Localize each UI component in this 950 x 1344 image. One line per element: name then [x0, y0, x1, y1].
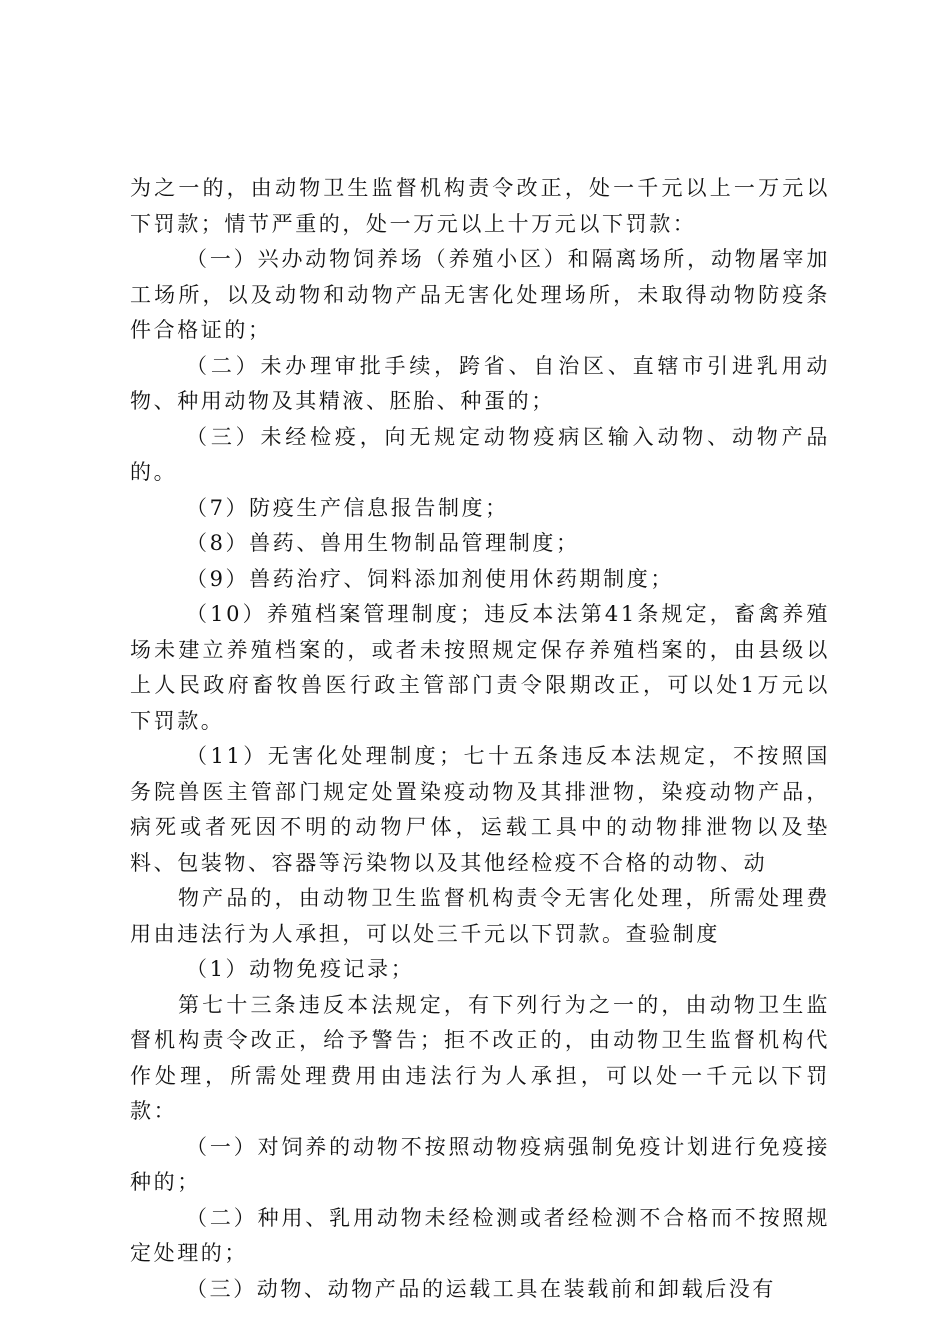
paragraph: 为之一的，由动物卫生监督机构责令改正，处一千元以上一万元以下罚款；情节严重的，处一万元以上十万元以下罚款： [130, 176, 830, 236]
paragraph: （三）动物、动物产品的运载工具在装载前和卸载后没有 [186, 1276, 776, 1301]
paragraph: （8）兽药、兽用生物制品管理制度； [186, 531, 580, 555]
paragraph: （二）未办理审批手续，跨省、自治区、直辖市引进乳用动物、种用动物及其精液、胚胎、种蛋的； [130, 353, 830, 413]
paragraph: （一）兴办动物饲养场（养殖小区）和隔离场所，动物屠宰加工场所，以及动物和动物产品无害化处理场所，未取得动物防疫条件合格证的； [130, 247, 830, 342]
paragraph: （7）防疫生产信息报告制度； [186, 495, 509, 520]
paragraph: （二）种用、乳用动物未经检测或者经检测不合格而不按照规定处理的； [130, 1205, 830, 1265]
paragraph: （10）养殖档案管理制度；违反本法第41条规定，畜禽养殖场未建立养殖档案的，或者未按照规定保存养殖档案的，由县级以上人民政府畜牧兽医行政主管部门责令限期改正，可以处1万元以下罚款。 [130, 602, 830, 733]
paragraph: （11）无害化处理制度；七十五条违反本法规定，不按照国务院兽医主管部门规定处置染疫动物及其排泄物，染疫动物产品，病死或者死因不明的动物尸体，运载工具中的动物排泄物以及垫料、包装物、容器等污染物以及其他经检疫不合格的动物、动 [130, 744, 830, 875]
paragraph: （1）动物免疫记录； [186, 957, 415, 981]
paragraph: （三）未经检疫，向无规定动物疫病区输入动物、动物产品的。 [130, 424, 830, 484]
paragraph: （一）对饲养的动物不按照动物疫病强制免疫计划进行免疫接种的； [130, 1134, 830, 1194]
paragraph: 物产品的，由动物卫生监督机构责令无害化处理，所需处理费用由违法行为人承担，可以处三千元以下罚款。查验制度 [130, 886, 830, 946]
document-body [130, 171, 830, 1307]
paragraph: （9）兽药治疗、饲料添加剂使用休药期制度； [186, 566, 674, 591]
paragraph: 第七十三条违反本法规定，有下列行为之一的，由动物卫生监督机构责令改正，给予警告；拒不改正的，由动物卫生监督机构代作处理，所需处理费用由违法行为人承担，可以处一千元以下罚款： [130, 992, 830, 1123]
